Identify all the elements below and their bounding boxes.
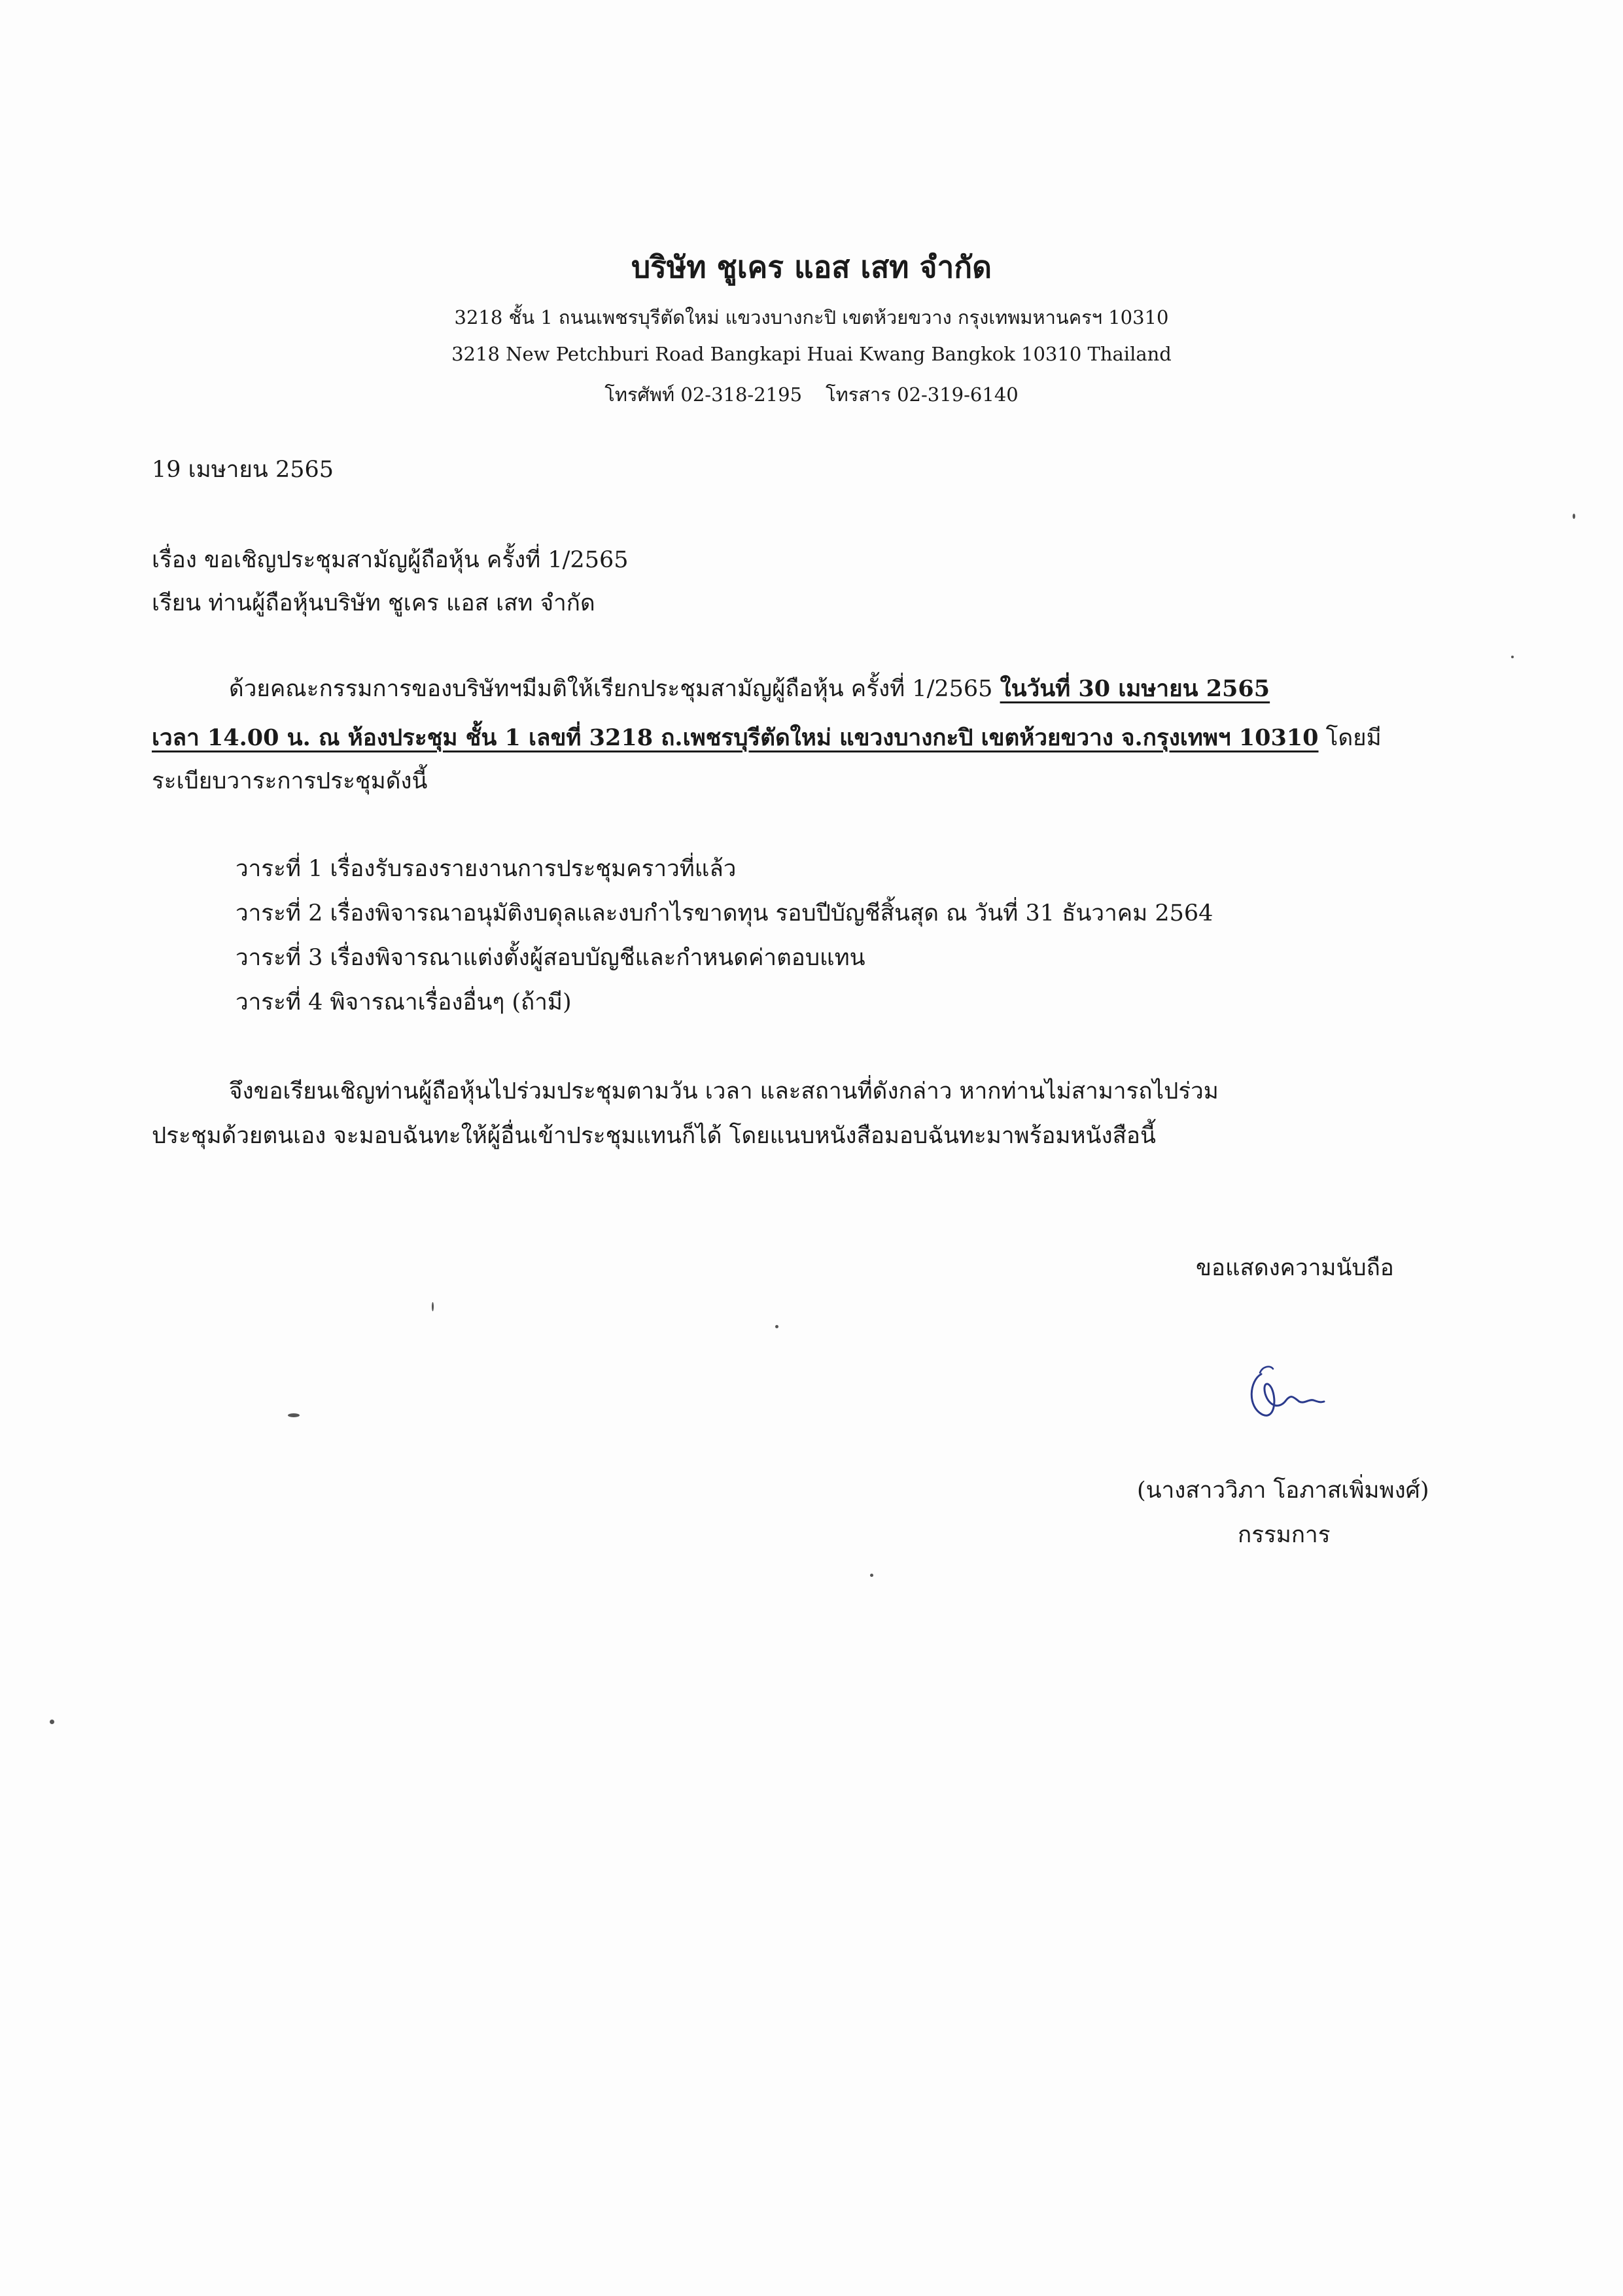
closing-phrase: ขอแสดงความนับถือ: [1196, 1255, 1394, 1281]
paragraph-1-line-1: [229, 671, 1270, 707]
scan-speck: [870, 1574, 873, 1577]
fax-number: โทรสาร 02-319-6140: [826, 383, 1019, 406]
scan-speck: [1573, 514, 1575, 519]
paragraph-1-text-cont: โดยมี: [1318, 725, 1382, 751]
paragraph-2-line-1: จึงขอเรียนเชิญท่านผู้ถือหุ้นไปร่วมประชุมตามวัน เวลา และสถานที่ดังกล่าว หากท่านไม่สามารถไปร่วม: [229, 1078, 1219, 1104]
paragraph-1-line-3: ระเบียบวาระการประชุมดังนี้: [152, 768, 428, 794]
paragraph-1-text: ด้วยคณะกรรมการของบริษัทฯมีมติให้เรียกประชุมสามัญผู้ถือหุ้น ครั้งที่ 1/2565: [229, 676, 1000, 702]
contact-line: [0, 380, 1623, 410]
meeting-date: ในวันที่ 30 เมษายน 2565: [1000, 675, 1270, 702]
letter-recipient: เรียน ท่านผู้ถือหุ้นบริษัท ชูเคร แอส เสท จำกัด: [152, 590, 595, 616]
scan-speck: [1511, 656, 1514, 658]
scan-speck: [432, 1302, 434, 1311]
scan-speck: [50, 1720, 54, 1724]
letter-date: 19 เมษายน 2565: [152, 457, 334, 483]
paragraph-1-line-2: [152, 720, 1382, 756]
agenda-item: วาระที่ 3 เรื่องพิจารณาแต่งตั้งผู้สอบบัญชีและกำหนดค่าตอบแทน: [236, 945, 865, 971]
agenda-item: วาระที่ 4 พิจารณาเรื่องอื่นๆ (ถ้ามี): [236, 989, 572, 1016]
agenda-item: วาระที่ 1 เรื่องรับรองรายงานการประชุมคราวที่แล้ว: [236, 856, 737, 882]
company-name: บริษัท ชูเคร แอส เสท จำกัด: [631, 249, 992, 285]
letter-subject: เรื่อง ขอเชิญประชุมสามัญผู้ถือหุ้น ครั้งที่ 1/2565: [152, 547, 629, 573]
paragraph-2-line-2: ประชุมด้วยตนเอง จะมอบฉันทะให้ผู้อื่นเข้าประชุมแทนก็ได้ โดยแนบหนังสือมอบฉันทะมาพร้อมหนังสือนี้: [152, 1123, 1156, 1149]
signer-name: (นางสาววิภา โอภาสเพิ่มพงศ์): [1137, 1477, 1429, 1504]
agenda-item: วาระที่ 2 เรื่องพิจารณาอนุมัติงบดุลและงบกำไรขาดทุน รอบปีบัญชีสิ้นสุด ณ วันที่ 31 ธันวาคม 2564: [236, 900, 1213, 927]
signature-image: [1243, 1354, 1328, 1426]
address-english: 3218 New Petchburi Road Bangkapi Huai Kwang Bangkok 10310 Thailand: [451, 343, 1172, 365]
address-thai: 3218 ชั้น 1 ถนนเพชรบุรีตัดใหม่ แขวงบางกะปิ เขตห้วยขวาง กรุงเทพมหานครฯ 10310: [454, 306, 1169, 328]
signer-title: กรรมการ: [1238, 1522, 1331, 1548]
phone-number: โทรศัพท์ 02-318-2195: [604, 383, 803, 406]
scan-speck: [288, 1413, 300, 1417]
scan-speck: [775, 1325, 778, 1328]
meeting-time-place: เวลา 14.00 น. ณ ห้องประชุม ชั้น 1 เลขที่ 3218 ถ.เพชรบุรีตัดใหม่ แขวงบางกะปิ เขตห้วยขวาง จ.กรุงเทพฯ 10310: [152, 724, 1319, 751]
